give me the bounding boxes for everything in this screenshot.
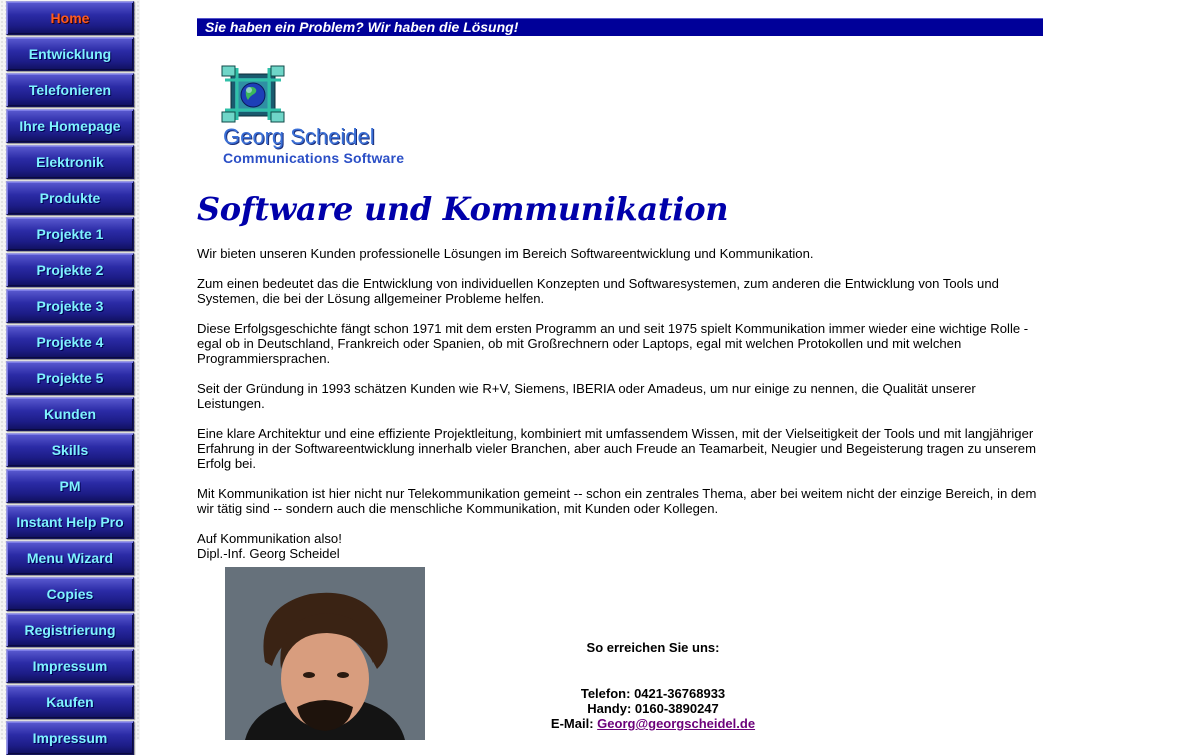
slogan-text: Sie haben ein Problem? Wir haben die Lösung! <box>205 19 519 35</box>
sidebar-item-home[interactable]: Home <box>6 1 134 35</box>
paragraph: Mit Kommunikation ist hier nicht nur Telekommunikation gemeint -- schon ein zentrales Thema, aber bei weitem nicht der einzige Bereich, in dem wir tätig sind -- sondern auch die menschliche Kommunikation, mit Kunden oder Kollegen. <box>197 486 1037 516</box>
contact-phone <box>527 686 779 701</box>
sidebar-item-skills[interactable]: Skills <box>6 433 134 467</box>
mobile-label: Handy: <box>587 701 632 716</box>
signature-name: Dipl.-Inf. Georg Scheidel <box>197 546 340 561</box>
sidebar-item-produkte[interactable]: Produkte <box>6 181 134 215</box>
mobile-number: 0160-3890247 <box>634 701 719 716</box>
sidebar-item-telefonieren[interactable]: Telefonieren <box>6 73 134 107</box>
contact-mobile <box>527 701 779 716</box>
paragraph: Zum einen bedeutet das die Entwicklung von individuellen Konzepten und Softwaresystemen, zum anderen die Entwicklung von Tools und Systemen, die bei der Lösung allgemeiner Probleme helfen. <box>197 276 999 306</box>
paragraph: Seit der Gründung in 1993 schätzen Kunden wie R+V, Siemens, IBERIA oder Amadeus, um nur einige zu nennen, die Qualität unserer Leistungen. <box>197 381 976 411</box>
sidebar-item-projekte-5[interactable]: Projekte 5 <box>6 361 134 395</box>
signature-block <box>197 531 1043 561</box>
sidebar-item-impressum[interactable]: Impressum <box>6 649 134 683</box>
sidebar <box>0 0 140 746</box>
paragraph: Wir bieten unseren Kunden professionelle Lösungen im Bereich Softwareentwicklung und Kommunikation. <box>197 246 814 261</box>
sidebar-item-projekte-4[interactable]: Projekte 4 <box>6 325 134 359</box>
sidebar-item-kaufen[interactable]: Kaufen <box>6 685 134 719</box>
phone-label: Telefon: <box>580 686 631 701</box>
slogan-bar <box>197 18 1043 36</box>
sidebar-item-ihre-homepage[interactable]: Ihre Homepage <box>6 109 134 143</box>
sidebar-item-menu-wizard[interactable]: Menu Wizard <box>6 541 134 575</box>
contact-heading: So erreichen Sie uns: <box>586 640 720 655</box>
sidebar-item-kunden[interactable]: Kunden <box>6 397 134 431</box>
sidebar-item-projekte-2[interactable]: Projekte 2 <box>6 253 134 287</box>
sidebar-item-projekte-1[interactable]: Projekte 1 <box>6 217 134 251</box>
page-title: Software und Kommunikation <box>197 190 729 228</box>
portrait-image <box>225 567 425 740</box>
globe-network-icon <box>221 64 285 124</box>
phone-number: 0421-36768933 <box>634 686 726 701</box>
paragraph: Eine klare Architektur und eine effiziente Projektleitung, kombiniert mit umfassendem Wissen, mit der Vielseitigkeit der Tools und mit langjähriger Erfahrung in der Softwareentwicklung innerhalb vieler Branchen, aber auch Freude an Teamarbeit, Neugier und Begeisterung tragen zu unserem Erfolg bei. <box>197 426 1036 471</box>
sidebar-item-elektronik[interactable]: Elektronik <box>6 145 134 179</box>
sidebar-item-pm[interactable]: PM <box>6 469 134 503</box>
contact-email <box>527 716 779 731</box>
paragraph: Diese Erfolgsgeschichte fängt schon 1971 mit dem ersten Programm an und seit 1975 spielt Kommunikation immer wieder eine wichtige Rolle - egal ob in Deutschland, Frankreich oder Spanien, ob mit Großrechnern oder Laptops, egal mit welchen Protokollen und mit welchen Programmiersprachen. <box>197 321 1029 366</box>
logo-subtitle: Communications Software <box>223 150 405 166</box>
intro-text <box>197 246 1043 576</box>
email-link[interactable]: Georg@georgscheidel.de <box>597 716 756 731</box>
closing-line: Auf Kommunikation also! <box>197 531 342 546</box>
company-logo <box>221 64 481 174</box>
sidebar-item-entwicklung[interactable]: Entwicklung <box>6 37 134 71</box>
sidebar-item-impressum[interactable]: Impressum <box>6 721 134 755</box>
sidebar-item-copies[interactable]: Copies <box>6 577 134 611</box>
contact-info <box>527 640 779 731</box>
email-label: E-Mail: <box>550 716 594 731</box>
logo-company-name: Georg Scheidel <box>223 124 375 149</box>
portrait-photo <box>225 567 425 740</box>
sidebar-item-registrierung[interactable]: Registrierung <box>6 613 134 647</box>
sidebar-item-projekte-3[interactable]: Projekte 3 <box>6 289 134 323</box>
sidebar-item-instant-help-pro[interactable]: Instant Help Pro <box>6 505 134 539</box>
